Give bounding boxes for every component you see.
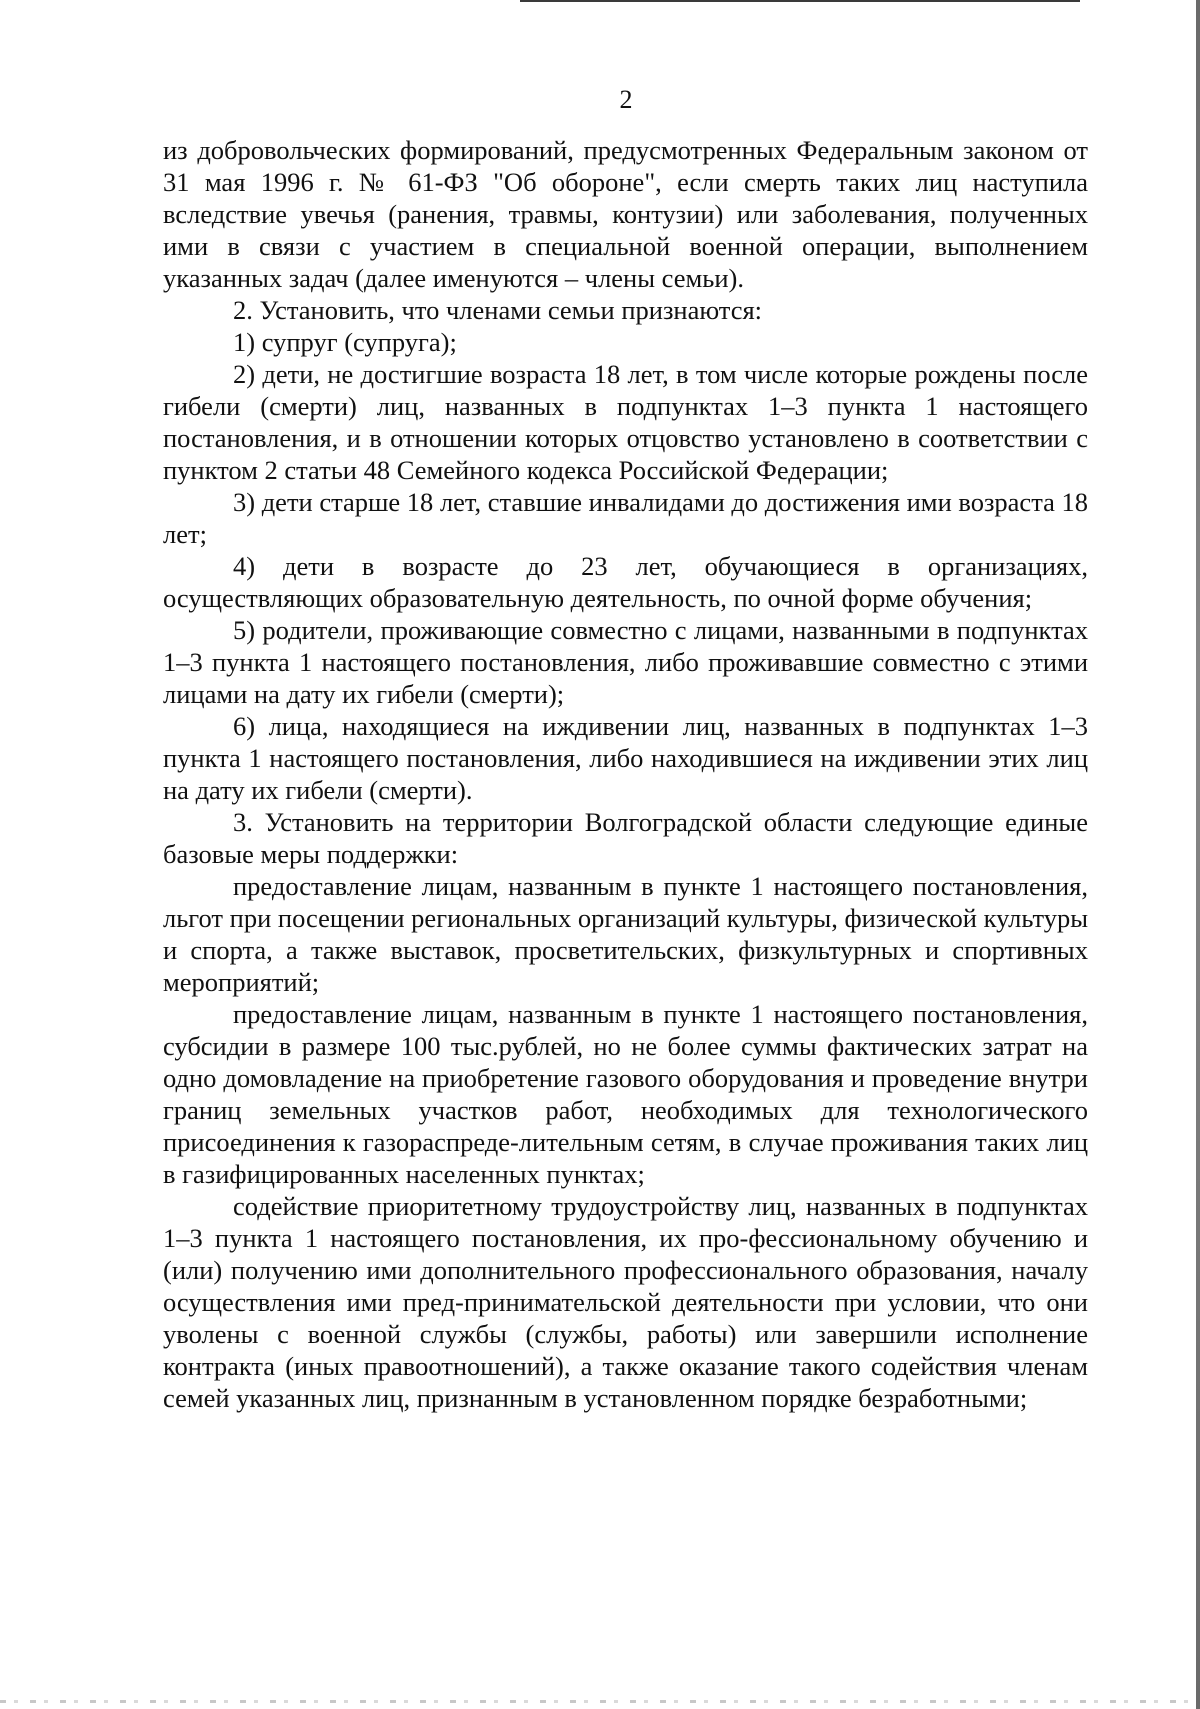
paragraph-item-3: 3) дети старше 18 лет, ставшие инвалидами до достижения ими возраста 18 лет; [163,487,1088,549]
paragraph-clause-3: 3. Установить на территории Волгоградской области следующие единые базовые меры поддержки: [163,807,1088,869]
scan-edge-bottom [0,1700,1200,1703]
paragraph-item-2: 2) дети, не достигшие возраста 18 лет, в том числе которые рождены после гибели (смерти) лиц, названных в подпунктах 1–3 пункта 1 настоящего постановления, и в отношении которых отцовство установлено в соответствии с пунктом 2 статьи 48 Семейного кодекса Российской Федерации; [163,359,1088,485]
paragraph-measure-benefits: предоставление лицам, названным в пункте 1 настоящего постановления, льгот при посещении региональных организаций культуры, физической культуры и спорта, а также выставок, просветительских, физкультурных и спортивных мероприятий; [163,871,1088,997]
paragraph-item-6: 6) лица, находящиеся на иждивении лиц, названных в подпунктах 1–3 пункта 1 настоящего постановления, либо находившиеся на иждивении этих лиц на дату их гибели (смерти). [163,711,1088,805]
paragraph-measure-gas-subsidy: предоставление лицам, названным в пункте 1 настоящего постановления, субсидии в размере 100 тыс.рублей, но не более суммы фактических затрат на одно домовладение на приобретение газового оборудования и проведение внутри границ земельных участков работ, необходимых для технологического присоединения к газораспреде-лительным сетям, в случае проживания таких лиц в газифицированных населенных пунктах; [163,999,1088,1189]
page-number: 2 [619,85,633,114]
document-body [163,134,1088,1414]
paragraph-item-5: 5) родители, проживающие совместно с лицами, названными в подпунктах 1–3 пункта 1 настоящего постановления, либо проживавшие совместно с этими лицами на дату их гибели (смерти); [163,615,1088,709]
paragraph-intro-continuation: из добровольческих формирований, предусмотренных Федеральным законом от 31 мая 1996 г. № 61-ФЗ "Об обороне", если смерть таких лиц наступила вследствие увечья (ранения, травмы, контузии) или заболевания, полученных ими в связи с участием в специальной военной операции, выполнением указанных задач (далее именуются – члены семьи). [163,135,1088,293]
scan-edge-right [1196,0,1200,1709]
paragraph-item-1: 1) супруг (супруга); [233,327,457,357]
paragraph-measure-employment: содействие приоритетному трудоустройству лиц, названных в подпунктах 1–3 пункта 1 настоящего постановления, их про-фессиональному обучению и (или) получению ими дополнительного профессионального образования, началу осуществления ими пред-принимательской деятельности при условии, что они уволены с военной службы (службы, работы) или завершили исполнение контракта (иных правоотношений), а также оказание такого содействия членам семей указанных лиц, признанным в установленном порядке безработными; [163,1191,1088,1413]
scan-edge-top [520,0,1080,2]
paragraph-clause-2: 2. Установить, что членами семьи признаются: [233,295,763,325]
paragraph-item-4: 4) дети в возрасте до 23 лет, обучающиеся в организациях, осуществляющих образовательную деятельность, по очной форме обучения; [163,551,1088,613]
